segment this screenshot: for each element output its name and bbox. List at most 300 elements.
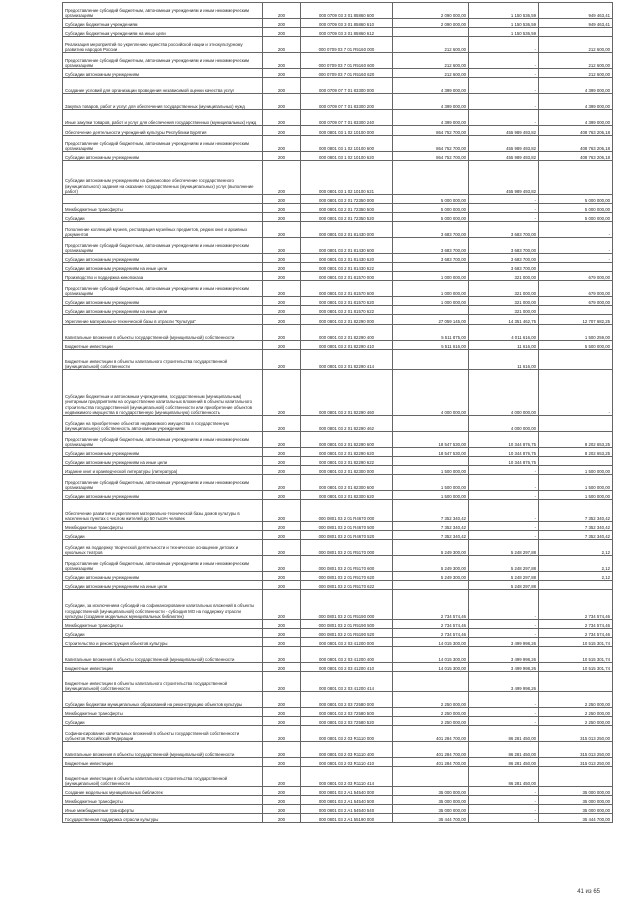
row-unexecuted-amount: 5 000 000,00 — [539, 213, 613, 222]
row-name: Предоставление субсидий бюджетным, автономным учреждениям и иным некоммерческим организациям — [63, 556, 263, 572]
row-classification-code: 000 0801 03 2 01 81430 600 — [301, 238, 393, 254]
row-executed-amount: 1 150 536,59 — [469, 28, 539, 37]
row-unexecuted-amount: 2 734 574,46 — [539, 629, 613, 638]
row-unexecuted-amount: 35 000 000,00 — [539, 787, 613, 796]
table-row — [63, 522, 613, 531]
row-name: Закупка товаров, работ и услуг для обеспечения государственных (муниципальных) нужд — [63, 94, 263, 110]
row-approved-amount: 1 500 000,00 — [393, 475, 469, 491]
row-admin-code: 200 — [263, 370, 301, 416]
row-unexecuted-amount — [539, 416, 613, 432]
table-row — [63, 663, 613, 672]
table-row — [63, 500, 613, 522]
row-name: Обеспечение деятельности учреждений культуры Республики Бурятия — [63, 126, 263, 136]
row-name: Субсидии автономным учреждениям — [63, 254, 263, 263]
table-row — [63, 717, 613, 726]
row-executed-amount: - — [469, 500, 539, 522]
row-classification-code: 000 0801 03 2 01 72350 000 — [301, 195, 393, 204]
row-executed-amount: - — [469, 53, 539, 69]
row-admin-code: 200 — [263, 581, 301, 590]
row-executed-amount: - — [469, 531, 539, 540]
row-admin-code: 200 — [263, 37, 301, 53]
row-executed-amount: 5 248 297,88 — [469, 556, 539, 572]
row-unexecuted-amount: 408 763 206,18 — [539, 136, 613, 152]
row-name: Иные межбюджетные трансферты — [63, 805, 263, 814]
table-row — [63, 254, 613, 263]
row-name: Обеспечение развития и укрепления материально-технической базы домов культуры в населенных пунктах с числом жителей до 50 тысяч человек — [63, 500, 263, 522]
row-unexecuted-amount: 408 763 206,18 — [539, 126, 613, 136]
row-approved-amount: 212 600,00 — [393, 69, 469, 78]
row-name: Бюджетные инвестиции — [63, 663, 263, 672]
row-executed-amount: 1 150 536,59 — [469, 19, 539, 28]
row-classification-code: 000 0801 03 2 03 72580 520 — [301, 717, 393, 726]
row-approved-amount — [393, 672, 469, 692]
table-row — [63, 758, 613, 767]
row-classification-code: 000 0709 07 7 01 83300 200 — [301, 94, 393, 110]
row-admin-code: 200 — [263, 556, 301, 572]
table-row — [63, 572, 613, 581]
row-executed-amount: 3 499 998,26 — [469, 672, 539, 692]
row-classification-code: 000 0801 03 2 01 81430 622 — [301, 263, 393, 272]
table-row — [63, 742, 613, 758]
row-admin-code: 200 — [263, 708, 301, 717]
row-executed-amount: 5 248 297,88 — [469, 572, 539, 581]
row-classification-code: 000 0801 03 2 A1 55190 000 — [301, 814, 393, 823]
row-classification-code: 000 0801 03 2 01 82290 400 — [301, 325, 393, 341]
row-unexecuted-amount: 7 352 340,42 — [539, 531, 613, 540]
row-unexecuted-amount: 10 515 301,74 — [539, 663, 613, 672]
row-unexecuted-amount: 2,12 — [539, 556, 613, 572]
table-row — [63, 531, 613, 540]
row-executed-amount: - — [469, 796, 539, 805]
row-unexecuted-amount: 679 000,00 — [539, 272, 613, 281]
row-classification-code: 000 0801 03 2 01 82290 622 — [301, 457, 393, 466]
row-classification-code: 000 0709 03 3 01 85860 612 — [301, 28, 393, 37]
row-admin-code: 200 — [263, 796, 301, 805]
table-row — [63, 556, 613, 572]
table-row — [63, 161, 613, 195]
row-executed-amount: 10 344 876,75 — [469, 432, 539, 448]
row-admin-code: 200 — [263, 692, 301, 708]
row-approved-amount: 2 090 000,00 — [393, 3, 469, 19]
row-unexecuted-amount: 212 600,00 — [539, 69, 613, 78]
row-approved-amount — [393, 767, 469, 787]
row-approved-amount: 35 000 000,00 — [393, 796, 469, 805]
row-classification-code: 000 0801 03 2 03 R1110 414 — [301, 767, 393, 787]
row-classification-code: 000 0801 03 2 01 82290 414 — [301, 350, 393, 370]
row-approved-amount: 1 000 000,00 — [393, 297, 469, 306]
row-executed-amount: 1 150 536,59 — [469, 3, 539, 19]
row-name: Межбюджетные трансферты — [63, 522, 263, 531]
row-admin-code: 200 — [263, 315, 301, 325]
row-executed-amount: 11 616,00 — [469, 341, 539, 350]
row-executed-amount: - — [469, 110, 539, 126]
row-name — [63, 195, 263, 204]
row-approved-amount: 864 752 700,00 — [393, 136, 469, 152]
row-approved-amount: 2 734 574,46 — [393, 629, 469, 638]
row-name: Межбюджетные трансферты — [63, 708, 263, 717]
row-approved-amount — [393, 350, 469, 370]
row-approved-amount: 3 683 700,00 — [393, 254, 469, 263]
row-classification-code: 000 0801 03 2 03 72580 000 — [301, 692, 393, 708]
row-approved-amount: 4 000 000,00 — [393, 370, 469, 416]
row-name: Субсидии автономным учреждениям на иные цели — [63, 457, 263, 466]
row-executed-amount: 10 344 876,75 — [469, 457, 539, 466]
row-unexecuted-amount: 2,12 — [539, 572, 613, 581]
row-unexecuted-amount: 315 013 250,00 — [539, 758, 613, 767]
row-unexecuted-amount: 212 600,00 — [539, 53, 613, 69]
row-approved-amount: 401 284 700,00 — [393, 742, 469, 758]
row-classification-code: 000 0801 03 2 01 R4670 520 — [301, 531, 393, 540]
row-unexecuted-amount: - — [539, 370, 613, 416]
table-row — [63, 110, 613, 126]
row-approved-amount — [393, 263, 469, 272]
row-executed-amount: 5 248 297,88 — [469, 540, 539, 556]
row-admin-code: 200 — [263, 3, 301, 19]
row-executed-amount: 86 281 450,00 — [469, 767, 539, 787]
row-unexecuted-amount: 8 202 653,25 — [539, 432, 613, 448]
row-executed-amount: - — [469, 466, 539, 475]
row-classification-code: 000 0801 03 2 01 R5170 620 — [301, 572, 393, 581]
row-approved-amount: 1 500 000,00 — [393, 466, 469, 475]
row-name: Субсидии автономным учреждениям — [63, 448, 263, 457]
table-row — [63, 222, 613, 238]
row-classification-code: 000 0801 03 2 03 41200 414 — [301, 672, 393, 692]
row-unexecuted-amount: 1 500 000,00 — [539, 466, 613, 475]
row-approved-amount: 4 399 000,00 — [393, 110, 469, 126]
row-approved-amount: 35 444 700,00 — [393, 814, 469, 823]
table-row — [63, 448, 613, 457]
row-name: Субсидии, за исключением субсидий на софинансирование капитальных вложений в объекты государственной (муниципальной) собственности - субсидия МО на поддержку отрасли культуры (создание модельных муниципальных библиотек) — [63, 590, 263, 620]
row-admin-code: 200 — [263, 19, 301, 28]
row-approved-amount: 18 547 530,00 — [393, 432, 469, 448]
row-admin-code: 200 — [263, 136, 301, 152]
row-executed-amount: - — [469, 94, 539, 110]
row-approved-amount: 1 000 000,00 — [393, 281, 469, 297]
row-admin-code: 200 — [263, 629, 301, 638]
row-executed-amount: 455 989 493,82 — [469, 161, 539, 195]
row-executed-amount: - — [469, 692, 539, 708]
row-unexecuted-amount: 10 515 301,74 — [539, 638, 613, 647]
row-admin-code: 200 — [263, 638, 301, 647]
row-name: Субсидии автономным учреждениям на иные цели — [63, 306, 263, 315]
row-executed-amount: 4 011 616,00 — [469, 325, 539, 341]
row-approved-amount — [393, 416, 469, 432]
row-admin-code: 200 — [263, 457, 301, 466]
row-executed-amount: 86 281 450,00 — [469, 742, 539, 758]
row-classification-code: 000 0709 03 7 01 R5160 620 — [301, 69, 393, 78]
row-approved-amount: 212 600,00 — [393, 37, 469, 53]
row-admin-code: 200 — [263, 522, 301, 531]
row-classification-code: 000 0801 03 1 02 10100 620 — [301, 152, 393, 161]
row-approved-amount: 864 752 700,00 — [393, 152, 469, 161]
row-unexecuted-amount — [539, 306, 613, 315]
row-admin-code: 200 — [263, 647, 301, 663]
budget-table-sheet — [62, 2, 612, 823]
table-row — [63, 726, 613, 742]
table-row — [63, 787, 613, 796]
table-row — [63, 457, 613, 466]
row-executed-amount: - — [469, 37, 539, 53]
row-executed-amount: - — [469, 69, 539, 78]
row-approved-amount: 27 059 145,00 — [393, 315, 469, 325]
table-row — [63, 136, 613, 152]
row-executed-amount: 321 000,00 — [469, 281, 539, 297]
row-admin-code: 200 — [263, 466, 301, 475]
row-executed-amount: - — [469, 195, 539, 204]
table-row — [63, 94, 613, 110]
table-row — [63, 767, 613, 787]
row-classification-code: 000 0801 03 2 01 R5170 000 — [301, 540, 393, 556]
row-classification-code: 000 0709 03 7 01 R5160 000 — [301, 37, 393, 53]
table-row — [63, 78, 613, 94]
row-classification-code: 000 0801 03 1 02 10100 000 — [301, 126, 393, 136]
row-classification-code: 000 0801 03 1 02 10100 621 — [301, 161, 393, 195]
row-admin-code: 200 — [263, 238, 301, 254]
row-classification-code: 000 0801 03 2 01 R4670 500 — [301, 522, 393, 531]
row-classification-code: 000 0801 03 2 01 72350 520 — [301, 213, 393, 222]
table-row — [63, 692, 613, 708]
table-row — [63, 672, 613, 692]
table-row — [63, 491, 613, 500]
row-name: Предоставление субсидий бюджетным, автономным учреждениям и иным некоммерческим организациям — [63, 3, 263, 19]
row-name: Субсидии бюджетам муниципальных образований на реконструкцию объектов культуры — [63, 692, 263, 708]
table-row — [63, 466, 613, 475]
row-admin-code: 200 — [263, 672, 301, 692]
table-row — [63, 152, 613, 161]
row-approved-amount — [393, 581, 469, 590]
row-unexecuted-amount: 1 500 259,00 — [539, 325, 613, 341]
row-name: Субсидии автономным учреждениям — [63, 572, 263, 581]
row-admin-code: 200 — [263, 726, 301, 742]
row-name: Производство и поддержка кинопоказа — [63, 272, 263, 281]
row-unexecuted-amount — [539, 161, 613, 195]
row-unexecuted-amount: 679 000,00 — [539, 281, 613, 297]
row-unexecuted-amount: 408 763 206,18 — [539, 152, 613, 161]
row-approved-amount: 2 734 574,46 — [393, 620, 469, 629]
row-classification-code: 000 0801 03 2 A1 54540 000 — [301, 787, 393, 796]
row-name: Предоставление субсидий бюджетным, автономным учреждениям и иным некоммерческим организациям — [63, 53, 263, 69]
table-row — [63, 796, 613, 805]
table-row — [63, 590, 613, 620]
row-admin-code: 200 — [263, 590, 301, 620]
row-unexecuted-amount: 1 500 000,00 — [539, 475, 613, 491]
row-unexecuted-amount — [539, 672, 613, 692]
row-name: Предоставление субсидий бюджетным, автономным учреждениям и иным некоммерческим организациям — [63, 281, 263, 297]
row-executed-amount: - — [469, 717, 539, 726]
row-approved-amount: 7 352 340,42 — [393, 500, 469, 522]
row-executed-amount: 455 989 493,82 — [469, 136, 539, 152]
table-row — [63, 297, 613, 306]
table-row — [63, 416, 613, 432]
row-name: Субсидии — [63, 213, 263, 222]
row-approved-amount: 401 284 700,00 — [393, 726, 469, 742]
row-executed-amount: 321 000,00 — [469, 297, 539, 306]
row-approved-amount: 14 015 300,00 — [393, 663, 469, 672]
row-admin-code: 200 — [263, 272, 301, 281]
row-classification-code: 000 0801 03 2 03 R1110 400 — [301, 742, 393, 758]
table-body — [63, 3, 613, 823]
row-name: Субсидии автономным учреждениям — [63, 491, 263, 500]
row-approved-amount: 4 399 000,00 — [393, 94, 469, 110]
row-executed-amount: - — [469, 204, 539, 213]
row-executed-amount: 455 989 493,82 — [469, 126, 539, 136]
table-row — [63, 341, 613, 350]
row-admin-code: 200 — [263, 161, 301, 195]
row-classification-code: 000 0801 03 2 01 82290 000 — [301, 315, 393, 325]
row-name: Субсидии бюджетным и автономным учреждениям, государственным (муниципальным) унитарным предприятиям на осуществление капитальных вложений в объекты капитального строительства государственной (муниципальной) собственности или приобретение объектов недвижимого имущества в государственную (муниципальную) собственность — [63, 370, 263, 416]
table-row — [63, 272, 613, 281]
row-name: Бюджетные инвестиции в объекты капитального строительства государственной (муниципальной) собственности — [63, 350, 263, 370]
row-executed-amount: 3 683 700,00 — [469, 222, 539, 238]
table-row — [63, 19, 613, 28]
row-name: Предоставление субсидий бюджетным, автономным учреждениям и иным некоммерческим организациям — [63, 238, 263, 254]
table-row — [63, 620, 613, 629]
row-name: Субсидии — [63, 717, 263, 726]
row-classification-code: 000 0801 03 1 02 10100 600 — [301, 136, 393, 152]
row-approved-amount: 2 250 000,00 — [393, 708, 469, 717]
row-admin-code: 200 — [263, 814, 301, 823]
row-unexecuted-amount — [539, 767, 613, 787]
row-executed-amount: 3 499 998,26 — [469, 638, 539, 647]
row-unexecuted-amount: 35 444 700,00 — [539, 814, 613, 823]
row-classification-code: 000 0709 03 7 01 R5160 600 — [301, 53, 393, 69]
row-unexecuted-amount: 12 707 682,25 — [539, 315, 613, 325]
row-unexecuted-amount: 2 250 000,00 — [539, 692, 613, 708]
row-name: Капитальные вложения в объекты государственной (муниципальной) собственности — [63, 647, 263, 663]
row-admin-code: 200 — [263, 53, 301, 69]
table-row — [63, 3, 613, 19]
table-row — [63, 475, 613, 491]
row-name: Субсидии — [63, 629, 263, 638]
row-approved-amount: 5 249 300,00 — [393, 540, 469, 556]
row-admin-code: 200 — [263, 432, 301, 448]
row-unexecuted-amount: 35 000 000,00 — [539, 805, 613, 814]
row-admin-code: 200 — [263, 416, 301, 432]
row-approved-amount: 3 683 700,00 — [393, 222, 469, 238]
row-name: Издание книг и краеведческой литературы (литература) — [63, 466, 263, 475]
row-executed-amount: 321 000,00 — [469, 306, 539, 315]
row-admin-code: 200 — [263, 94, 301, 110]
row-unexecuted-amount: 949 463,41 — [539, 3, 613, 19]
row-classification-code: 000 0801 03 2 01 82300 620 — [301, 491, 393, 500]
row-approved-amount — [393, 161, 469, 195]
row-name: Субсидии бюджетным учреждениям на иные цели — [63, 28, 263, 37]
row-executed-amount: - — [469, 620, 539, 629]
row-executed-amount: 5 248 297,88 — [469, 581, 539, 590]
row-executed-amount: - — [469, 475, 539, 491]
row-unexecuted-amount: 315 013 250,00 — [539, 726, 613, 742]
row-approved-amount: 18 547 530,00 — [393, 448, 469, 457]
row-admin-code: 200 — [263, 341, 301, 350]
row-admin-code: 200 — [263, 767, 301, 787]
row-classification-code: 000 0801 03 2 03 72580 500 — [301, 708, 393, 717]
row-classification-code: 000 0801 03 2 01 R5190 500 — [301, 620, 393, 629]
row-name: Государственная поддержка отрасли культуры — [63, 814, 263, 823]
row-approved-amount: 35 000 000,00 — [393, 805, 469, 814]
row-executed-amount: - — [469, 787, 539, 796]
row-admin-code: 200 — [263, 500, 301, 522]
row-name: Софинансирование капитальных вложений в объекты государственной собственности субъектов Российской Федерации — [63, 726, 263, 742]
row-admin-code: 200 — [263, 152, 301, 161]
row-executed-amount: 10 344 876,75 — [469, 448, 539, 457]
table-row — [63, 53, 613, 69]
row-approved-amount: 2 250 000,00 — [393, 692, 469, 708]
row-approved-amount: 5 000 000,00 — [393, 213, 469, 222]
row-approved-amount: 5 249 300,00 — [393, 556, 469, 572]
row-approved-amount: 1 000 000,00 — [393, 272, 469, 281]
row-unexecuted-amount: 2,12 — [539, 540, 613, 556]
row-executed-amount: 4 000 000,00 — [469, 370, 539, 416]
row-name: Межбюджетные трансферты — [63, 796, 263, 805]
row-approved-amount: 3 683 700,00 — [393, 238, 469, 254]
row-name: Капитальные вложения в объекты государственной (муниципальной) собственности — [63, 742, 263, 758]
row-classification-code: 000 0801 03 2 03 41200 000 — [301, 638, 393, 647]
row-name: Бюджетные инвестиции в объекты капитального строительства государственной (муниципальной) собственности — [63, 767, 263, 787]
table-row — [63, 350, 613, 370]
row-executed-amount: 3 683 700,00 — [469, 254, 539, 263]
row-admin-code: 200 — [263, 254, 301, 263]
row-admin-code: 200 — [263, 350, 301, 370]
table-row — [63, 28, 613, 37]
row-classification-code: 000 0801 03 2 03 R1110 410 — [301, 758, 393, 767]
row-name: Субсидии автономным учреждениям — [63, 297, 263, 306]
row-admin-code: 200 — [263, 222, 301, 238]
row-name: Субсидии — [63, 531, 263, 540]
table-row — [63, 37, 613, 53]
row-unexecuted-amount: 4 399 000,00 — [539, 110, 613, 126]
row-unexecuted-amount: 2 250 000,00 — [539, 708, 613, 717]
row-executed-amount: - — [469, 491, 539, 500]
row-executed-amount: - — [469, 213, 539, 222]
row-admin-code: 200 — [263, 110, 301, 126]
row-classification-code: 000 0801 03 2 01 81430 620 — [301, 254, 393, 263]
row-unexecuted-amount — [539, 457, 613, 466]
table-row — [63, 581, 613, 590]
row-name: Предоставление субсидий бюджетным, автономным учреждениям и иным некоммерческим организациям — [63, 136, 263, 152]
row-classification-code: 000 0801 03 2 01 82290 600 — [301, 432, 393, 448]
row-classification-code: 000 0801 03 2 A1 54540 540 — [301, 805, 393, 814]
row-name: Создание условий для организации проведения независимой оценки качества услуг — [63, 78, 263, 94]
row-unexecuted-amount — [539, 28, 613, 37]
row-unexecuted-amount: - — [539, 238, 613, 254]
row-admin-code: 200 — [263, 78, 301, 94]
row-unexecuted-amount: 2 734 574,46 — [539, 590, 613, 620]
row-approved-amount: 5 000 000,00 — [393, 195, 469, 204]
row-approved-amount: 14 015 300,00 — [393, 638, 469, 647]
row-name: Капитальные вложения в объекты государственной (муниципальной) собственности — [63, 325, 263, 341]
row-name: Строительство и реконструкция объектов культуры — [63, 638, 263, 647]
row-admin-code: 200 — [263, 717, 301, 726]
row-approved-amount: 1 500 000,00 — [393, 491, 469, 500]
table-row — [63, 805, 613, 814]
table-row — [63, 629, 613, 638]
row-approved-amount: 4 399 000,00 — [393, 78, 469, 94]
row-unexecuted-amount: 679 000,00 — [539, 297, 613, 306]
row-name: Иные закупки товаров, работ и услуг для обеспечения государственных (муниципальных) нужд — [63, 110, 263, 126]
row-name: Субсидии автономным учреждениям на иные цели — [63, 263, 263, 272]
page-number: 41 из 65 — [577, 889, 600, 895]
row-name: Бюджетные инвестиции — [63, 341, 263, 350]
row-approved-amount: 35 000 000,00 — [393, 787, 469, 796]
row-name: Реализация мероприятий по укреплению единства российской нации и этнокультурному развитию народов России — [63, 37, 263, 53]
row-name: Субсидии автономным учреждениям на финансовое обеспечение государственного (муниципального) задания на оказание государственных (муниципальных) услуг (выполнение работ) — [63, 161, 263, 195]
row-classification-code: 000 0801 03 2 03 R1110 000 — [301, 726, 393, 742]
row-classification-code: 000 0801 03 2 03 41200 410 — [301, 663, 393, 672]
row-approved-amount: 5 249 300,00 — [393, 572, 469, 581]
row-classification-code: 000 0709 07 7 01 83300 000 — [301, 78, 393, 94]
row-admin-code: 200 — [263, 28, 301, 37]
row-unexecuted-amount: 7 352 340,42 — [539, 500, 613, 522]
